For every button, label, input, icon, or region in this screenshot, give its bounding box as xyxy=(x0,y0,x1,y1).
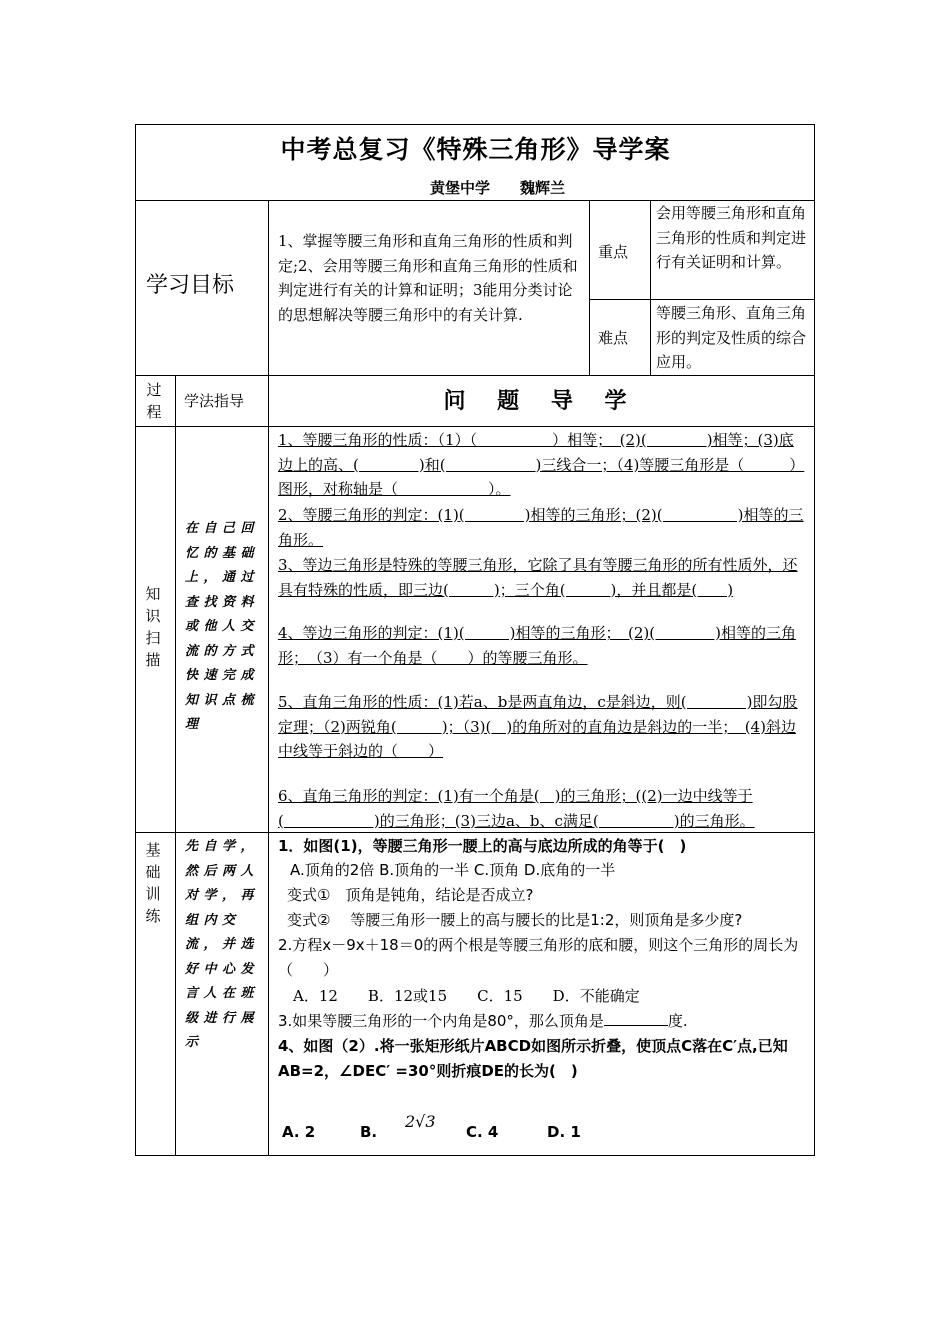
knowledge-item-2: 2、等腰三角形的判定：(1)( )相等的三角形；(2)( )相等的三角形。 xyxy=(278,506,804,549)
difficulty-text: 等腰三角形、直角三角形的判定及性质的综合应用。 xyxy=(656,304,807,371)
knowledge-item-5: 5、直角三角形的性质：(1)若a、b是两直角边，c是斜边，则( )即勾股定理；（2)两锐角( )；（3)( )的角所对的直角边是斜边的一半； (4)斜边中线等于斜边的（ ） xyxy=(278,693,798,760)
option-c: C. 4 xyxy=(466,1123,499,1141)
variant-2: 变式② 等腰三角形一腰上的高与腰长的比是1:2，则顶角是多少度? xyxy=(287,911,743,929)
document-title: 中考总复习《特殊三角形》导学案 xyxy=(280,135,671,164)
question-1: 1．如图(1)，等腰三角形一腰上的高与底边所成的角等于( ) xyxy=(278,837,687,855)
row-divider xyxy=(135,375,815,376)
key-point-label: 重点 xyxy=(598,243,629,261)
table-border-left xyxy=(135,124,136,1156)
knowledge-item-3: 3、等边三角形是特殊的等腰三角形，它除了具有等腰三角形的所有性质外，还具有特殊的性质，即三边( )；三个角( )，并且都是( ) xyxy=(278,556,798,599)
knowledge-item-4: 4、等边三角形的判定：(1)( )相等的三角形； (2)( )相等的三角形； （3）有一个角是（ ）的等腰三角形。 xyxy=(278,624,796,667)
difficulty-label: 难点 xyxy=(598,329,629,347)
question-3-text: 3.如果等腰三角形的一个内角是80°，那么顶角是 xyxy=(278,1012,604,1030)
question-3 xyxy=(278,1009,808,1034)
objectives-text: 1、掌握等腰三角形和直角三角形的性质和判定;2、会用等腰三角形和直角三角形的性质和判定进行有关的计算和证明；3能用分类讨论的思想解决等腰三角形中的有关计算. xyxy=(278,232,578,324)
basic-method: 先自学，然后两人对学，再组内交流，并选好中心发言人在班级进行展示 xyxy=(185,839,260,1050)
question-1-options: A.顶角的2倍 B.顶角的一半 C.顶角 D.底角的一半 xyxy=(290,861,616,879)
row-divider xyxy=(589,299,815,300)
knowledge-method: 在自己回忆的基础上，通过查找资料或他人交流的方式快速完成知识点梳理 xyxy=(185,521,260,732)
basic-label: 基础训练 xyxy=(145,841,161,925)
col-divider xyxy=(175,375,176,1156)
answer-blank xyxy=(604,1009,668,1026)
table-border-top xyxy=(135,124,815,125)
knowledge-item-1: 1、等腰三角形的性质：（1）（ ）相等； (2)( )相等；(3)底边上的高、( )和( )三线合一；（4)等腰三角形是（ ）图形，对称轴是（ ）。 xyxy=(278,431,805,498)
col-divider xyxy=(268,200,269,1156)
guide-heading: 问 题 导 学 xyxy=(443,389,639,414)
col-divider xyxy=(589,200,590,376)
knowledge-label: 知识扫描 xyxy=(145,585,161,669)
option-a: A. 2 xyxy=(282,1123,316,1141)
variant-1: 变式① 顶角是钝角，结论是否成立? xyxy=(287,886,534,904)
author-line: 黄堡中学 魏辉兰 xyxy=(430,179,566,197)
question-2: 2.方程x－9x＋18＝0的两个根是等腰三角形的底和腰，则这个三角形的周长为（ ） xyxy=(278,936,799,979)
knowledge-item-6: 6、直角三角形的判定：(1)有一个角是( )的三角形；((2)一边中线等于( )的三角形；(3)三边a、b、c满足( )的三角形。 xyxy=(278,787,755,830)
question-2-options: A．12 B．12或15 C．15 D．不能确定 xyxy=(293,987,640,1005)
option-b-value: 2√3 xyxy=(405,1112,436,1131)
question-4: 4、如图（2）.将一张矩形纸片ABCD如图所示折叠，使顶点C落在C′点,已知AB=2，∠DEC′ =30°则折痕DE的长为( ) xyxy=(278,1037,788,1080)
key-point-text: 会用等腰三角形和直角三角形的性质和判定进行有关证明和计算。 xyxy=(656,204,807,271)
method-heading: 学法指导 xyxy=(184,392,245,410)
process-heading: 过程 xyxy=(146,381,162,421)
option-d: D. 1 xyxy=(547,1123,581,1141)
objectives-label: 学习目标 xyxy=(146,273,235,298)
col-divider xyxy=(650,200,651,376)
question-3-unit: 度. xyxy=(667,1012,688,1030)
table-border-bottom xyxy=(135,1155,815,1156)
table-border-right xyxy=(814,124,815,1156)
row-divider xyxy=(135,426,815,427)
option-b: B. xyxy=(360,1123,378,1141)
